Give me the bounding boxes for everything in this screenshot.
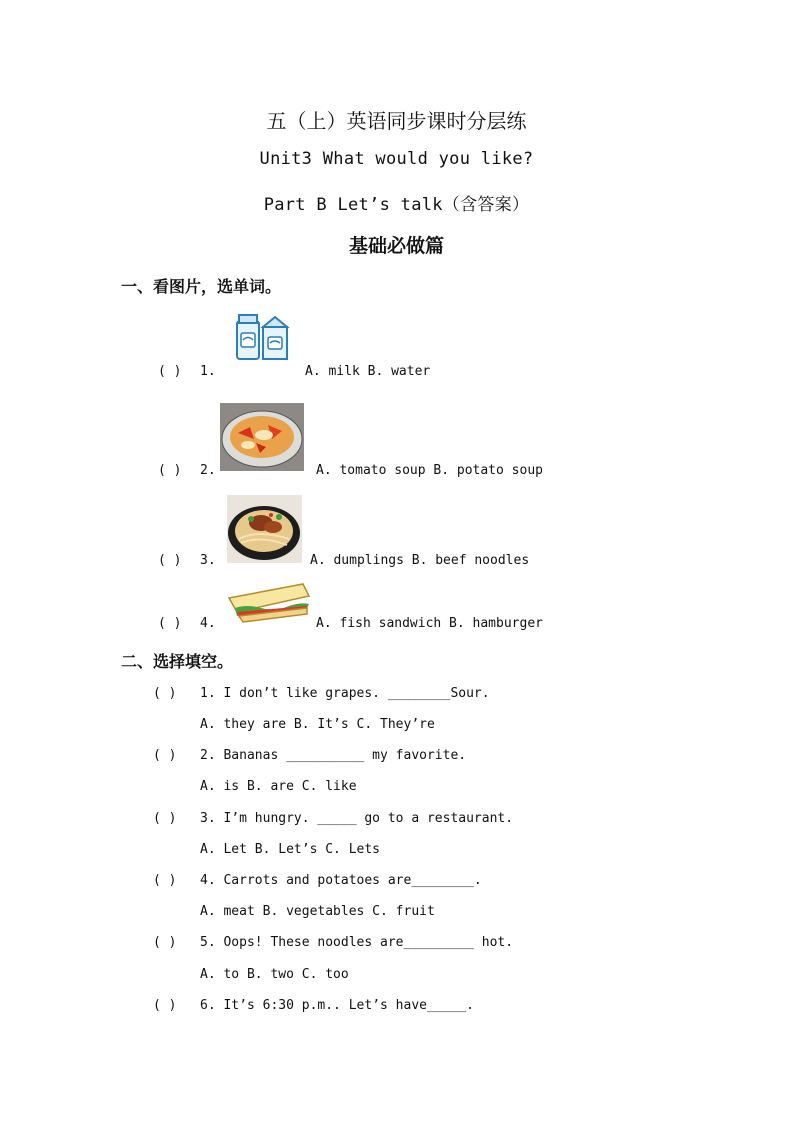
s2-question-4: 4. Carrots and potatoes are________.: [200, 873, 482, 888]
beef-noodles-picture: [227, 495, 302, 563]
s2-question-5: 5. Oops! These noodles are_________ hot.: [200, 935, 514, 950]
s1-bracket-4[interactable]: ( ): [158, 616, 182, 631]
s2-options-1: A. they are B. It’s C. They’re: [200, 717, 435, 732]
s2-bracket-6[interactable]: ( ): [153, 998, 177, 1013]
s2-bracket-3[interactable]: ( ): [153, 811, 177, 826]
milk-cartons-picture: [233, 313, 293, 361]
page-title: 五（上）英语同步课时分层练: [266, 109, 527, 133]
s2-options-4: A. meat B. vegetables C. fruit: [200, 904, 435, 919]
level-title: 基础必做篇: [348, 235, 444, 257]
tomato-soup-picture: [220, 403, 304, 471]
s1-number-4: 4.: [200, 616, 216, 631]
section1-heading: 一、看图片，选单词。: [121, 277, 282, 296]
section2-heading: 二、选择填空。: [121, 652, 234, 671]
s1-bracket-2[interactable]: ( ): [158, 463, 182, 478]
s2-options-5: A. to B. two C. too: [200, 967, 349, 982]
s1-options-1: A. milk B. water: [305, 364, 431, 379]
s2-bracket-4[interactable]: ( ): [153, 873, 177, 888]
s2-bracket-5[interactable]: ( ): [153, 935, 177, 950]
s2-options-3: A. Let B. Let’s C. Lets: [200, 842, 381, 857]
s2-bracket-2[interactable]: ( ): [153, 748, 177, 763]
s2-bracket-1[interactable]: ( ): [153, 686, 177, 701]
s2-question-2: 2. Bananas __________ my favorite.: [200, 748, 467, 763]
s1-bracket-3[interactable]: ( ): [158, 553, 182, 568]
s1-number-3: 3.: [200, 553, 216, 568]
s1-number-2: 2.: [200, 463, 216, 478]
unit-title: Unit3 What would you like?: [259, 149, 534, 169]
s2-question-3: 3. I’m hungry. _____ go to a restaurant.: [200, 811, 514, 826]
s2-question-6: 6. It’s 6:30 p.m.. Let’s have_____.: [200, 998, 474, 1013]
s1-options-3: A. dumplings B. beef noodles: [310, 553, 530, 568]
s2-question-1: 1. I don’t like grapes. ________Sour.: [200, 686, 490, 701]
s1-options-4: A. fish sandwich B. hamburger: [316, 616, 543, 631]
s1-options-2: A. tomato soup B. potato soup: [316, 463, 543, 478]
s2-options-2: A. is B. are C. like: [200, 779, 357, 794]
sandwich-picture: [227, 582, 311, 624]
part-title: Part B Let’s talk（含答案）: [263, 195, 530, 215]
s1-number-1: 1.: [200, 364, 216, 379]
s1-bracket-1[interactable]: ( ): [158, 364, 182, 379]
